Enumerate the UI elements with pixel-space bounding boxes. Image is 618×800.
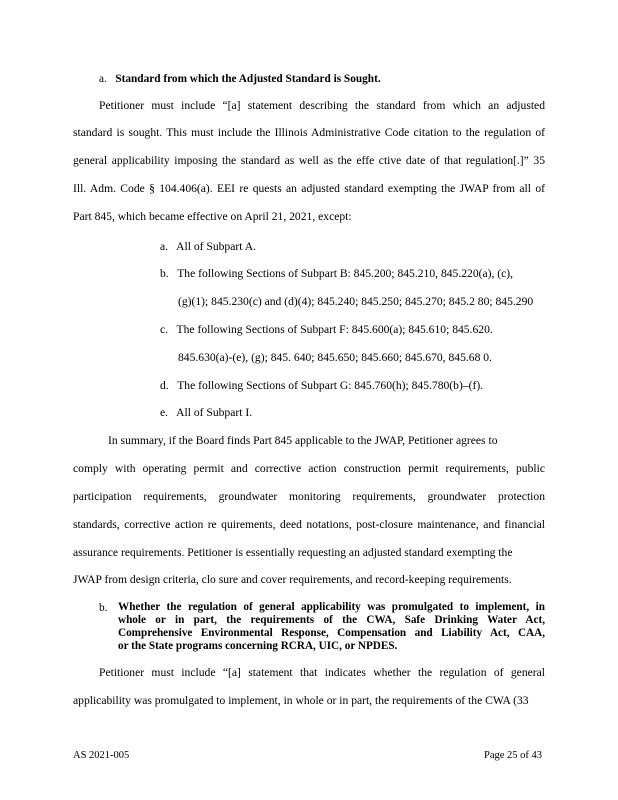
list-marker: e. [160,406,169,419]
summary-line: participation requirements, groundwater monitoring requirements, groundwater protection [73,490,545,503]
section-b-title-line: or the State programs concerning RCRA, UIC, or NPDES. [118,640,398,652]
summary-line: JWAP from design criteria, clo sure and cover requirements, and record-keeping requirements. [73,573,512,586]
list-marker: a. [160,240,169,253]
section-b-title-line: whole or in part, the requirements of the CWA, Safe Drinking Water Act, [118,614,545,626]
section-a-para-line: Petitioner must include “[a] statement describing the standard from which an adjusted [99,99,545,112]
summary-line: assurance requirements. Petitioner is essentially requesting an adjusted standard exempting the [73,546,513,559]
section-a-marker: a. [99,73,107,85]
section-b-title-line: Whether the regulation of general applicability was promulgated to implement, in [118,601,545,613]
footer-page-number: Page 25 of 43 [484,750,543,761]
summary-line: comply with operating permit and corrective action construction permit requirements, public [73,462,545,475]
list-text: The following Sections of Subpart B: 845.200; 845.210, 845.220(a), (c), [177,267,514,280]
section-a-heading [99,72,545,86]
list-marker: b. [160,267,169,280]
section-a-para-line: Ill. Adm. Code § 104.406(a). EEI re quests an adjusted standard exempting the JWAP from all of [73,182,545,195]
list-text: The following Sections of Subpart F: 845.600(a); 845.610; 845.620. [176,323,493,336]
list-item [160,379,545,393]
section-b-marker: b. [99,602,108,614]
section-b-para-line: applicability was promulgated to implement, in whole or in part, the requirements of the CWA (33 [73,694,529,707]
section-a-para-line: general applicability imposing the standard as well as the effe ctive date of that regulation[.]” 35 [73,154,545,167]
list-text-continued: 845.630(a)-(e), (g); 845. 640; 845.650; 845.660; 845.670, 845.68 0. [178,351,492,364]
section-a-para-line: standard is sought. This must include the Illinois Administrative Code citation to the regulation of [73,126,545,139]
footer-docket-number: AS 2021-005 [73,750,130,761]
summary-line: In summary, if the Board finds Part 845 applicable to the JWAP, Petitioner agrees to [108,434,498,447]
list-item [160,323,545,337]
section-a-para-line: Part 845, which became effective on April 21, 2021, except: [73,210,352,223]
list-text-continued: (g)(1); 845.230(c) and (d)(4); 845.240; 845.250; 845.270; 845.2 80; 845.290 [178,295,534,308]
list-text: All of Subpart I. [176,406,253,419]
summary-line: standards, corrective action re quirements, deed notations, post-closure maintenance, and financial [73,518,545,531]
section-b-title-line: Comprehensive Environmental Response, Compensation and Liability Act, CAA, [118,627,545,639]
list-item [160,406,545,420]
section-a-title: Standard from which the Adjusted Standard is Sought. [115,73,381,85]
list-item [160,240,545,254]
section-b-para-line: Petitioner must include “[a] statement that indicates whether the regulation of general [99,666,545,679]
list-text: The following Sections of Subpart G: 845.760(h); 845.780(b)–(f). [177,379,484,392]
list-marker: c. [160,323,169,336]
list-item [160,267,545,281]
list-marker: d. [160,379,169,392]
list-text: All of Subpart A. [176,240,256,253]
